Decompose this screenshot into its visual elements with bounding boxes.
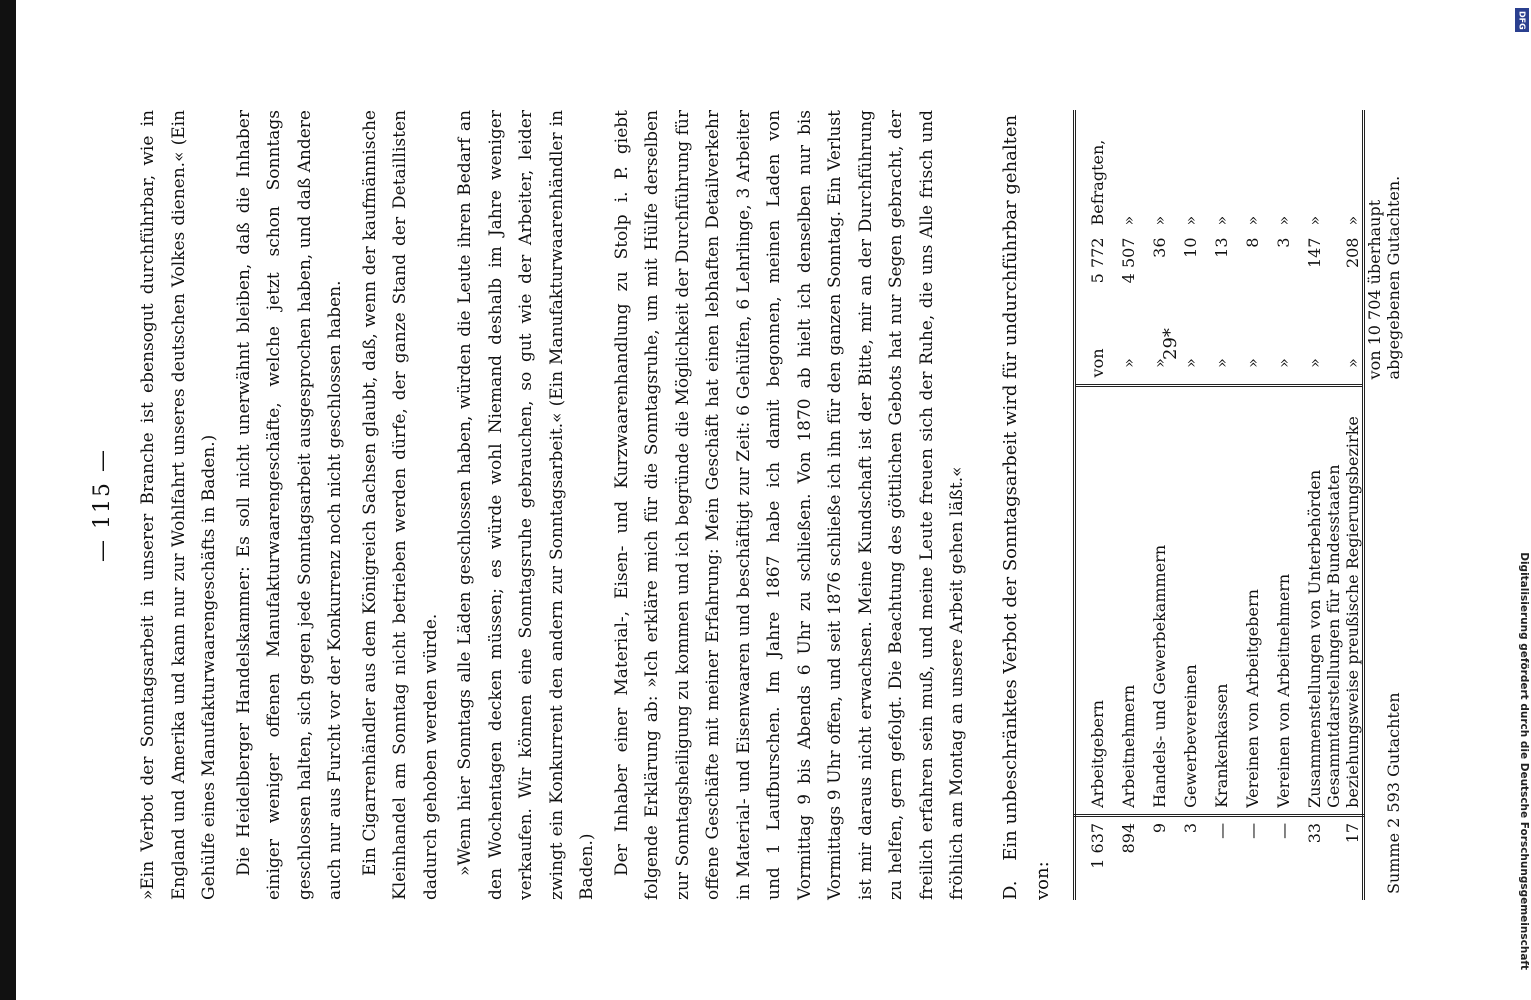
digitization-credit <box>1510 4 1530 996</box>
table-row <box>1262 110 1293 900</box>
row-count: 9 <box>1138 815 1169 900</box>
row-unit: » <box>1304 215 1324 226</box>
summe-label: Summe <box>1383 832 1403 894</box>
summe-unit: Gutachten <box>1383 692 1403 777</box>
row-von: » <box>1324 342 1364 385</box>
row-label: Arbeitnehmern <box>1118 684 1138 808</box>
section-letter: D. <box>999 880 1021 900</box>
summe-cell <box>1363 385 1403 900</box>
row-label: Zusammenstellungen von Unterbehörden <box>1304 469 1324 808</box>
table-row <box>1231 110 1262 900</box>
row-count: 33 <box>1293 815 1324 900</box>
row-value: 13 <box>1211 237 1231 258</box>
row-unit: » <box>1273 215 1293 226</box>
row-count: — <box>1200 815 1231 900</box>
summe-count: 2 593 <box>1383 782 1403 828</box>
row-count: 3 <box>1169 815 1200 900</box>
signature-mark: 29* <box>1160 328 1181 360</box>
row-count: — <box>1231 815 1262 900</box>
row-count: 894 <box>1107 815 1138 900</box>
row-von: von <box>1074 342 1107 385</box>
table-row <box>1107 110 1138 900</box>
row-unit: » <box>1211 215 1231 226</box>
paragraph-5: Der Inhaber einer Material-, Eisen- und Kurzwaarenhandlung zu Stolp i. P. giebt folgende Erklärung ab: »Ich erkläre mich für die Sonntagsruhe, um mit Hülfe derselben zur Sonntagsheiligung zu kommen und ich begründe die Möglichkeit der Durchführung für offene Geschäfte mit meiner Erfahrung: Mein Geschäft hat einen lebhaften Detailverkehr in Material- und Eisenwaaren und beschäftigt zur Zeit: 6 Gehülfen, 6 Lehrlinge, 3 Arbeiter und 1 Laufburschen. Im Jahre 1867 habe ich damit begonnen, meinen Laden von Vormittag 9 bis Abends 6 Uhr zu schließen. Von 1870 ab hielt ich denselben nur bis Vormittags 9 Uhr offen, und seit 1876 schließe ich ihn für den ganzen Sonntag. Ein Verlust ist mir daraus nicht erwachsen. Meine Kundschaft ist der Bitte, mir an der Durchführung zu helfen, gern gefolgt. Die Beachtung des göttlichen Gebots hat nur Segen gebracht, der freilich erfahren sein muß, und meine Leute freuen sich der Ruhe, die uns Alle frisch und fröhlich am Montag an unsere Arbeit gehen läßt.« <box>611 110 967 900</box>
row-value: 147 <box>1304 237 1324 269</box>
row-count: 17 <box>1324 815 1364 900</box>
paragraph-4: »Wenn hier Sonntags alle Läden geschlossen haben, würden die Leute ihren Bedarf an den Wochentagen decken müssen; es würde wohl Niemand deshalb im Jahre weniger verkaufen. Wir können eine Sonntagsruhe gebrauchen, so gut wie der Arbeiter, leider zwingt ein Konkurrent den andern zur Sonntagsarbeit.« (Ein Manufakturwaarenhändler in Baden.) <box>455 110 597 900</box>
section-heading-text: Ein unbeschränktes Verbot der Sonntagsarbeit wird für undurchführbar gehalten von: <box>999 114 1053 900</box>
table-row <box>1200 110 1231 900</box>
paragraph-2: Die Heidelberger Handelskammer: Es soll nicht unerwähnt bleiben, daß die Inhaber einiger weniger offenen Manufakturwaarengeschäfte, welche jetzt schon Sonntags geschlossen halten, sich gegen jede Sonntagsarbeit ausgesprochen haben, und daß Andere auch nur aus Furcht vor der Konkurrenz noch nicht geschlossen haben. <box>233 110 345 900</box>
row-von: » <box>1262 342 1293 385</box>
row-value: 8 <box>1242 237 1262 248</box>
row-label: Gesammtdarstellungen für Bundesstaaten beziehungsweise preußische Regierungsbezirke <box>1324 385 1364 815</box>
row-value: 3 <box>1273 237 1293 248</box>
row-label: Gewerbevereinen <box>1180 664 1200 808</box>
credit-text: Digitalisierung gefördert durch die Deutsche Forschungsgemeinschaft <box>1518 552 1530 970</box>
summe-total: von 10 704 überhaupt abgegebenen Gutachten. <box>1364 175 1403 380</box>
row-von: » <box>1138 342 1169 385</box>
dfg-logo: DFG <box>1515 8 1529 32</box>
row-unit: » <box>1118 215 1138 226</box>
row-label: Vereinen von Arbeitnehmern <box>1273 573 1293 808</box>
scan-edge-shadow <box>0 0 16 1000</box>
row-von: » <box>1200 342 1231 385</box>
row-von: » <box>1293 342 1324 385</box>
row-count: 1 637 <box>1074 815 1107 900</box>
table-row <box>1324 110 1364 900</box>
row-unit: Befragten, <box>1074 110 1107 232</box>
row-unit: » <box>1242 215 1262 226</box>
table-row <box>1293 110 1324 900</box>
row-value: 10 <box>1180 237 1200 258</box>
row-unit: » <box>1180 215 1200 226</box>
row-unit: » <box>1324 110 1364 232</box>
row-label: Arbeitgebern <box>1074 385 1107 815</box>
page-number: — 115 — <box>90 448 115 562</box>
row-value: 5 772 <box>1074 232 1107 342</box>
row-unit: » <box>1149 215 1169 226</box>
table-row <box>1138 110 1169 900</box>
row-von: » <box>1107 342 1138 385</box>
document-body <box>90 110 1403 900</box>
row-count: — <box>1262 815 1293 900</box>
summe-row <box>1363 110 1403 900</box>
row-label: Handels- und Gewerbekammern <box>1149 544 1169 808</box>
paragraph-1: »Ein Verbot der Sonntagsarbeit in unserer Branche ist ebensogut durchführbar, wie in England und Amerika und kann nur zur Wohlfahrt unseres deutschen Volkes dienen.« (Ein Gehülfe eines Manufakturwaarengeschäfts in Baden.) <box>138 110 219 900</box>
row-value: 36 <box>1149 237 1169 258</box>
row-label: Vereinen von Arbeitgebern <box>1242 589 1262 808</box>
statistics-table <box>1073 110 1403 900</box>
section-heading <box>995 110 1059 900</box>
table-row <box>1169 110 1200 900</box>
row-value: 4 507 <box>1118 237 1138 284</box>
table-row <box>1074 110 1107 900</box>
paragraph-3: Ein Cigarrenhändler aus dem Königreich Sachsen glaubt, daß, wenn der kaufmännische Kleinhandel am Sonntag nicht betrieben werden dürfe, der ganze Stand der Detaillisten dadurch gehoben werden würde. <box>359 110 441 900</box>
row-von: » <box>1169 342 1200 385</box>
row-label: Krankenkassen <box>1211 683 1231 808</box>
row-value: 208 <box>1324 232 1364 342</box>
row-von: » <box>1231 342 1262 385</box>
